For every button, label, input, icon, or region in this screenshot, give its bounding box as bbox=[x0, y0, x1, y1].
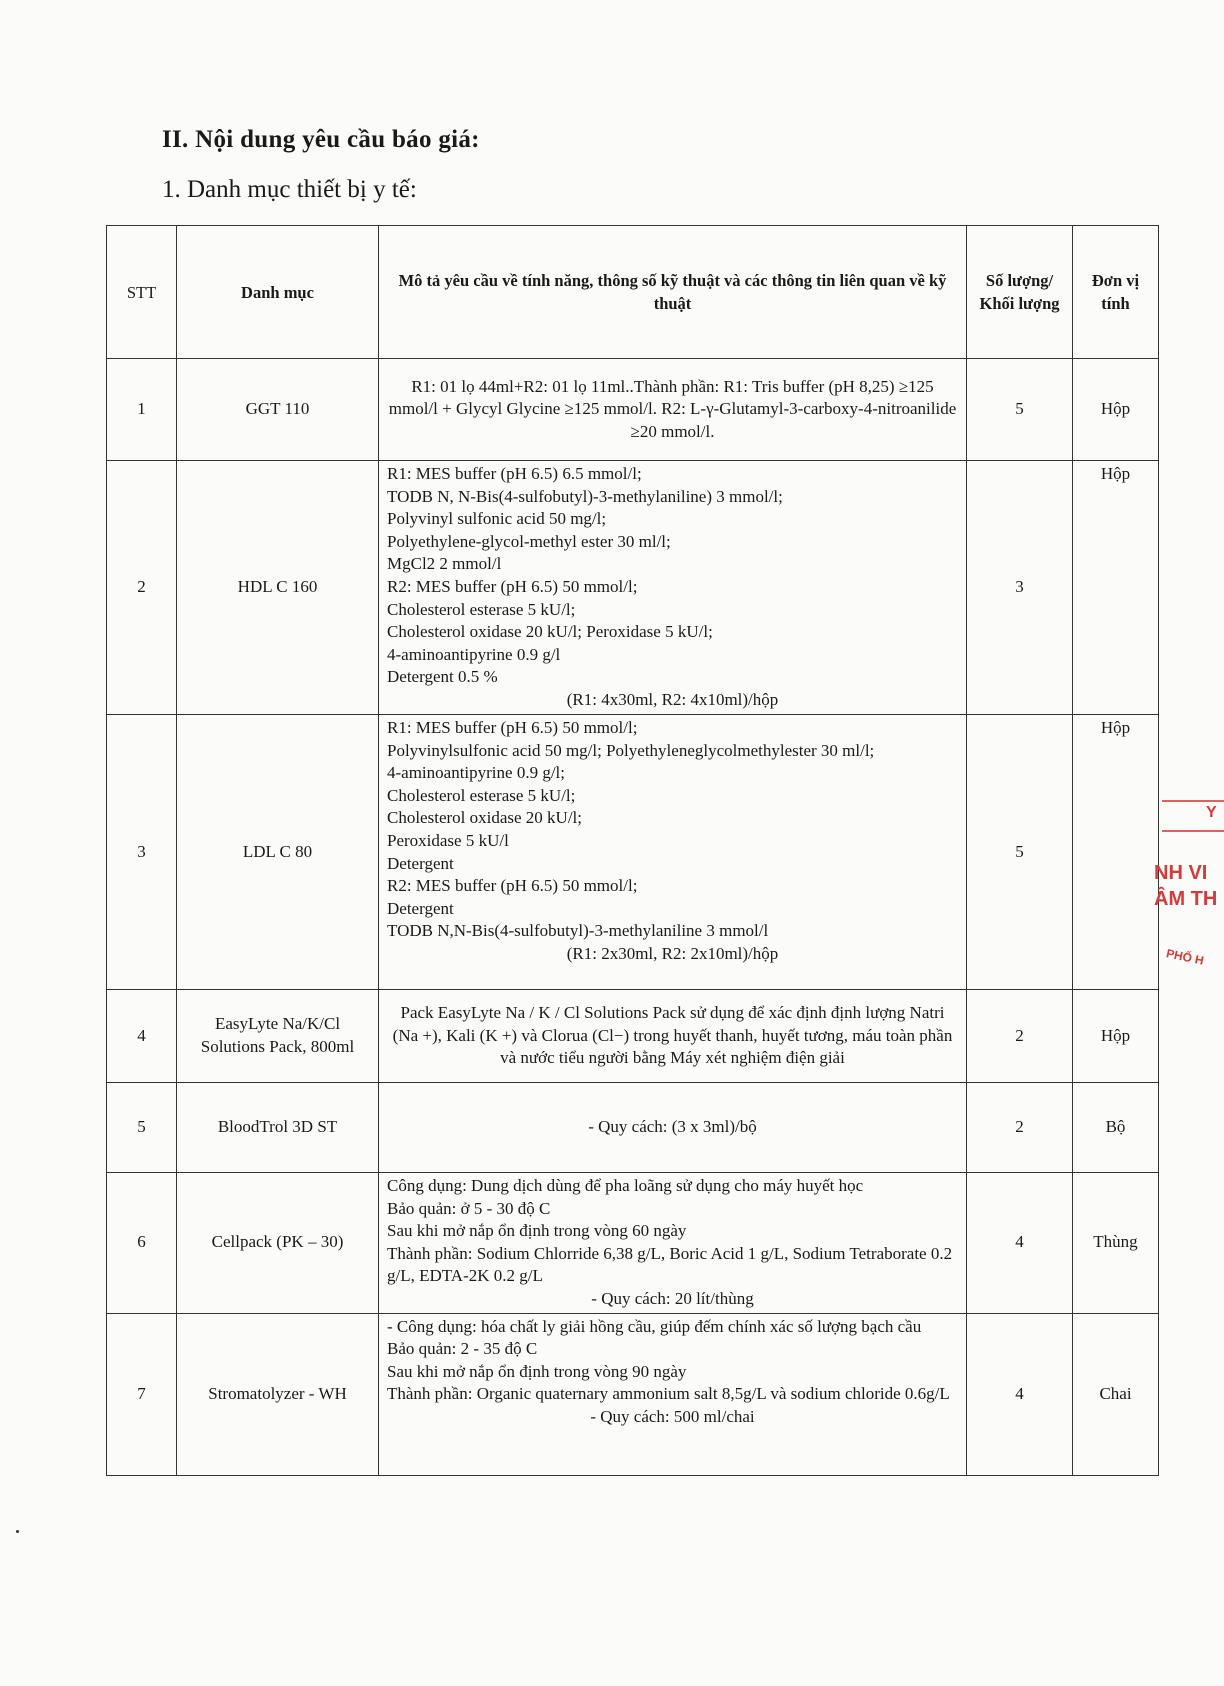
row-desc: R1: 01 lọ 44ml+R2: 01 lọ 11ml..Thành phần: R1: Tris buffer (pH 8,25) ≥125 mmol/l + Glycyl Glycine ≥125 mmol/l. R2: L-γ-Glutamyl-3-carboxy-4-nitroanilide ≥20 mmol/l. bbox=[379, 359, 967, 461]
header-name: Danh mục bbox=[177, 226, 379, 359]
header-unit: Đơn vị tính bbox=[1073, 226, 1159, 359]
row-desc-cell bbox=[379, 1313, 967, 1475]
row-pack: (R1: 2x30ml, R2: 2x10ml)/hộp bbox=[566, 943, 779, 963]
table-row bbox=[107, 1173, 1159, 1314]
row-desc: R1: MES buffer (pH 6.5) 6.5 mmol/l; TODB N, N-Bis(4-sulfobutyl)-3-methylaniline) 3 mmol/l; Polyvinyl sulfonic acid 50 mg/l; Polyethylene-glycol-methyl ester 30 ml/l; MgCl2 2 mmol/l R2: MES buffer (pH 6.5) 50 mmol/l; Cholesterol esterase 5 kU/l; Cholesterol oxidase 20 kU/l; Peroxidase 5 kU/l; 4-aminoantipyrine 0.9 g/l Detergent 0.5 % bbox=[387, 464, 783, 687]
row-name: BloodTrol 3D ST bbox=[177, 1083, 379, 1173]
row-unit: Hộp bbox=[1073, 990, 1159, 1083]
row-qty: 5 bbox=[967, 359, 1073, 461]
table-row bbox=[107, 1313, 1159, 1475]
row-pack: - Quy cách: 20 lít/thùng bbox=[591, 1288, 754, 1308]
row-unit: Hộp bbox=[1073, 715, 1159, 990]
row-qty: 3 bbox=[967, 461, 1073, 715]
row-qty: 5 bbox=[967, 715, 1073, 990]
row-unit: Chai bbox=[1073, 1313, 1159, 1475]
section-heading: II. Nội dung yêu cầu báo giá: bbox=[162, 126, 480, 153]
row-name: HDL C 160 bbox=[177, 461, 379, 715]
row-pack: - Quy cách: 500 ml/chai bbox=[590, 1406, 755, 1426]
row-desc: R1: MES buffer (pH 6.5) 50 mmol/l; Polyvinylsulfonic acid 50 mg/l; Polyethyleneglycolmethylester 30 ml/l; 4-aminoantipyrine 0.9 g/l; Cholesterol esterase 5 kU/l; Cholesterol oxidase 20 kU/l; Peroxidase 5 kU/l Detergent R2: MES buffer (pH 6.5) 50 mmol/l; Detergent TODB N,N-Bis(4-sulfobutyl)-3-methylaniline 3 mmol/l bbox=[387, 718, 875, 941]
row-desc: - Quy cách: (3 x 3ml)/bộ bbox=[379, 1083, 967, 1173]
row-name: Stromatolyzer - WH bbox=[177, 1313, 379, 1475]
row-name: LDL C 80 bbox=[177, 715, 379, 990]
table-header-row bbox=[107, 226, 1159, 359]
stamp-text: PHỐ H bbox=[1164, 946, 1206, 968]
row-name: GGT 110 bbox=[177, 359, 379, 461]
row-stt: 4 bbox=[107, 990, 177, 1083]
stamp-text: ÂM TH bbox=[1154, 888, 1218, 910]
row-stt: 3 bbox=[107, 715, 177, 990]
row-stt: 6 bbox=[107, 1173, 177, 1314]
row-stt: 1 bbox=[107, 359, 177, 461]
red-stamp-fragment bbox=[1154, 790, 1224, 980]
row-qty: 2 bbox=[967, 990, 1073, 1083]
stamp-text: NH VI bbox=[1154, 862, 1208, 884]
row-desc-cell bbox=[379, 1173, 967, 1314]
section-subheading: 1. Danh mục thiết bị y tế: bbox=[162, 176, 417, 203]
row-qty: 2 bbox=[967, 1083, 1073, 1173]
header-desc: Mô tả yêu cầu về tính năng, thông số kỹ thuật và các thông tin liên quan về kỹ thuật bbox=[379, 226, 967, 359]
table-row bbox=[107, 461, 1159, 715]
row-stt: 5 bbox=[107, 1083, 177, 1173]
row-unit: Bộ bbox=[1073, 1083, 1159, 1173]
table-row bbox=[107, 990, 1159, 1083]
row-unit: Hộp bbox=[1073, 359, 1159, 461]
row-unit: Hộp bbox=[1073, 461, 1159, 715]
row-desc: Công dụng: Dung dịch dùng để pha loãng sử dụng cho máy huyết học Bảo quản: ở 5 - 30 độ C Sau khi mở nắp ổn định trong vòng 60 ngày Thành phần: Sodium Chlorride 6,38 g/L, Boric Acid 1 g/L, Sodium Tetraborate 0.2 g/L, EDTA-2K 0.2 g/L bbox=[387, 1176, 953, 1286]
header-qty: Số lượng/ Khối lượng bbox=[967, 226, 1073, 359]
stamp-text: Y bbox=[1206, 804, 1217, 821]
row-pack: (R1: 4x30ml, R2: 4x10ml)/hộp bbox=[566, 689, 779, 709]
row-desc: Pack EasyLyte Na / K / Cl Solutions Pack sử dụng để xác định định lượng Natri (Na +), Kali (K +) và Clorua (Cl−) trong huyết thanh, huyết tương, máu toàn phần và nước tiểu người bằng Máy xét nghiệm điện giải bbox=[379, 990, 967, 1083]
row-name: EasyLyte Na/K/Cl Solutions Pack, 800ml bbox=[177, 990, 379, 1083]
row-qty: 4 bbox=[967, 1173, 1073, 1314]
stamp-line bbox=[1162, 800, 1224, 802]
row-stt: 2 bbox=[107, 461, 177, 715]
row-desc-cell bbox=[379, 461, 967, 715]
stamp-line bbox=[1162, 830, 1224, 832]
header-stt: STT bbox=[107, 226, 177, 359]
equipment-table bbox=[106, 225, 1159, 1476]
scan-speck bbox=[16, 1530, 19, 1533]
row-stt: 7 bbox=[107, 1313, 177, 1475]
table-row bbox=[107, 1083, 1159, 1173]
row-name: Cellpack (PK – 30) bbox=[177, 1173, 379, 1314]
row-desc-cell bbox=[379, 715, 967, 990]
table-row bbox=[107, 715, 1159, 990]
row-unit: Thùng bbox=[1073, 1173, 1159, 1314]
row-desc: - Công dụng: hóa chất ly giải hồng cầu, giúp đếm chính xác số lượng bạch cầu Bảo quản: 2 - 35 độ C Sau khi mở nắp ổn định trong vòng 90 ngày Thành phần: Organic quaternary ammonium salt 8,5g/L và sodium chloride 0.6g/L bbox=[387, 1316, 950, 1404]
row-qty: 4 bbox=[967, 1313, 1073, 1475]
table-row bbox=[107, 359, 1159, 461]
